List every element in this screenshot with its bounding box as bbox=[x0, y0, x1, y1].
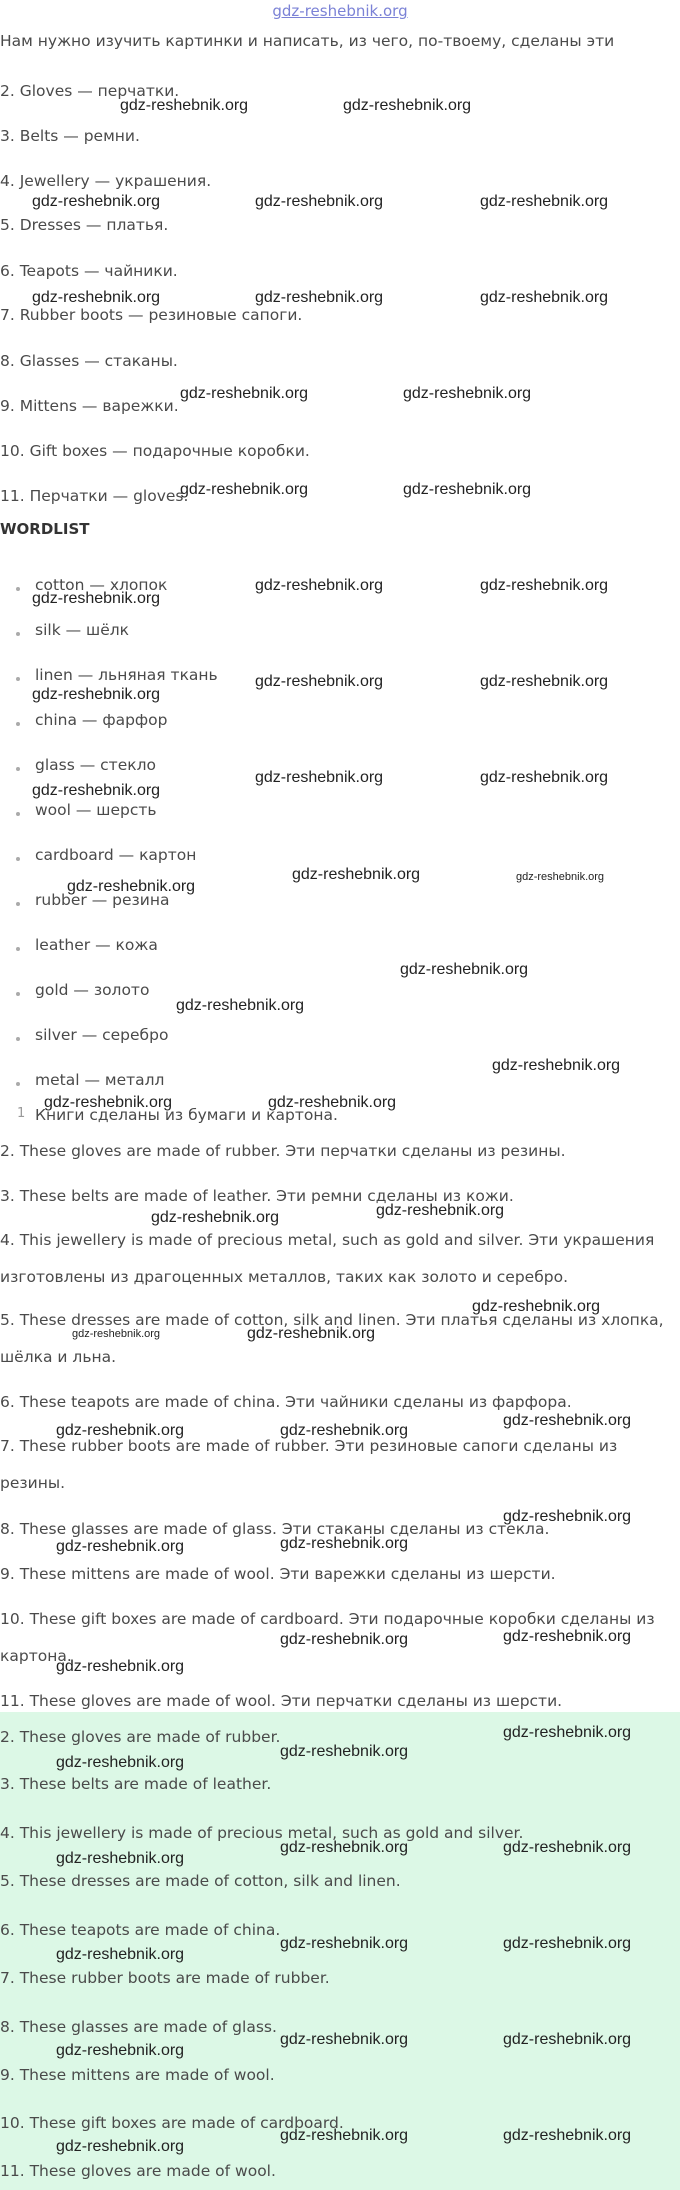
watermark: gdz-reshebnik.org bbox=[72, 1328, 161, 1340]
watermark: gdz-reshebnik.org bbox=[403, 385, 532, 402]
watermark: gdz-reshebnik.org bbox=[472, 1298, 601, 1315]
wordlist-item: metal — металл bbox=[35, 1071, 165, 1089]
list-bullet bbox=[16, 632, 20, 636]
task-item: 10. Gift boxes — подарочные коробки. bbox=[0, 442, 310, 460]
watermark: gdz-reshebnik.org bbox=[480, 193, 609, 210]
answer-item: 2. These gloves are made of rubber. Эти перчатки сделаны из резины. bbox=[0, 1142, 566, 1160]
task-item: 11. Перчатки — gloves. bbox=[0, 487, 189, 505]
watermark: gdz-reshebnik.org bbox=[56, 1850, 185, 1867]
watermark: gdz-reshebnik.org bbox=[56, 1658, 185, 1675]
watermark: gdz-reshebnik.org bbox=[400, 961, 529, 978]
watermark: gdz-reshebnik.org bbox=[480, 769, 609, 786]
watermark: gdz-reshebnik.org bbox=[280, 2127, 409, 2144]
task-item: 5. Dresses — платья. bbox=[0, 216, 169, 234]
summary-item: 8. These glasses are made of glass. bbox=[0, 2018, 277, 2036]
summary-item: 3. These belts are made of leather. bbox=[0, 1775, 272, 1793]
watermark: gdz-reshebnik.org bbox=[44, 1094, 173, 1111]
watermark: gdz-reshebnik.org bbox=[280, 1935, 409, 1952]
task-item: 3. Belts — ремни. bbox=[0, 127, 140, 145]
watermark: gdz-reshebnik.org bbox=[56, 2138, 185, 2155]
wordlist-item: cardboard — картон bbox=[35, 846, 197, 864]
watermark: gdz-reshebnik.org bbox=[376, 1202, 505, 1219]
watermark: gdz-reshebnik.org bbox=[480, 289, 609, 306]
list-bullet bbox=[16, 767, 20, 771]
list-number: 1 bbox=[17, 1106, 26, 1121]
watermark: gdz-reshebnik.org bbox=[255, 577, 384, 594]
list-bullet bbox=[16, 1082, 20, 1086]
summary-item: 5. These dresses are made of cotton, silk and linen. bbox=[0, 1872, 401, 1890]
task-item: 6. Teapots — чайники. bbox=[0, 262, 178, 280]
watermark: gdz-reshebnik.org bbox=[492, 1057, 621, 1074]
list-bullet bbox=[16, 947, 20, 951]
watermark: gdz-reshebnik.org bbox=[56, 1946, 185, 1963]
watermark: gdz-reshebnik.org bbox=[503, 1412, 632, 1429]
list-bullet bbox=[16, 677, 20, 681]
watermark: gdz-reshebnik.org bbox=[255, 193, 384, 210]
wordlist-item: silk — шёлк bbox=[35, 621, 130, 639]
watermark: gdz-reshebnik.org bbox=[180, 385, 309, 402]
task-item: 4. Jewellery — украшения. bbox=[0, 172, 212, 190]
watermark: gdz-reshebnik.org bbox=[56, 1538, 185, 1555]
watermark: gdz-reshebnik.org bbox=[32, 590, 161, 607]
watermark: gdz-reshebnik.org bbox=[32, 782, 161, 799]
watermark: gdz-reshebnik.org bbox=[343, 97, 472, 114]
watermark: gdz-reshebnik.org bbox=[56, 1754, 185, 1771]
watermark: gdz-reshebnik.org bbox=[255, 673, 384, 690]
watermark: gdz-reshebnik.org bbox=[403, 481, 532, 498]
answer-item: 7. These rubber boots are made of rubber. Эти резиновые сапоги сделаны из резины. bbox=[0, 1437, 618, 1492]
watermark: gdz-reshebnik.org bbox=[280, 1839, 409, 1856]
wordlist-item: silver — серебро bbox=[35, 1026, 169, 1044]
watermark: gdz-reshebnik.org bbox=[480, 577, 609, 594]
watermark: gdz-reshebnik.org bbox=[503, 1724, 632, 1741]
task-item: 7. Rubber boots — резиновые сапоги. bbox=[0, 306, 303, 324]
answer-item: 8. These glasses are made of glass. Эти стаканы сделаны из стекла. bbox=[0, 1520, 550, 1538]
watermark: gdz-reshebnik.org bbox=[503, 1935, 632, 1952]
summary-item: 4. This jewellery is made of precious metal, such as gold and silver. bbox=[0, 1824, 524, 1842]
wordlist-item: cotton — хлопок bbox=[35, 576, 168, 594]
watermark: gdz-reshebnik.org bbox=[480, 673, 609, 690]
watermark: gdz-reshebnik.org bbox=[56, 2042, 185, 2059]
wordlist-item: glass — стекло bbox=[35, 756, 156, 774]
watermark: gdz-reshebnik.org bbox=[292, 866, 421, 883]
watermark: gdz-reshebnik.org bbox=[32, 289, 161, 306]
list-bullet bbox=[16, 722, 20, 726]
answer-item: 10. These gift boxes are made of cardboard. Эти подарочные коробки сделаны из картона. bbox=[0, 1610, 655, 1665]
watermark: gdz-reshebnik.org bbox=[120, 97, 249, 114]
watermark: gdz-reshebnik.org bbox=[255, 289, 384, 306]
watermark: gdz-reshebnik.org bbox=[280, 1422, 409, 1439]
summary-item: 11. These gloves are made of wool. bbox=[0, 2162, 276, 2180]
summary-item: 2. These gloves are made of rubber. bbox=[0, 1728, 281, 1746]
answer-item: 11. These gloves are made of wool. Эти перчатки сделаны из шерсти. bbox=[0, 1692, 563, 1710]
wordlist-item: linen — льняная ткань bbox=[35, 666, 218, 684]
summary-item: 9. These mittens are made of wool. bbox=[0, 2066, 275, 2084]
answer-item: 9. These mittens are made of wool. Эти варежки сделаны из шерсти. bbox=[0, 1565, 556, 1583]
watermark: gdz-reshebnik.org bbox=[268, 1094, 397, 1111]
wordlist-title: WORDLIST bbox=[0, 520, 90, 538]
task-intro: Нам нужно изучить картинки и написать, из чего, по-твоему, сделаны эти bbox=[0, 32, 615, 50]
list-bullet bbox=[16, 857, 20, 861]
watermark: gdz-reshebnik.org bbox=[255, 769, 384, 786]
wordlist-item: leather — кожа bbox=[35, 936, 158, 954]
wordlist-item: wool — шерсть bbox=[35, 801, 157, 819]
list-bullet bbox=[16, 587, 20, 591]
summary-item: 7. These rubber boots are made of rubber. bbox=[0, 1969, 330, 1987]
watermark: gdz-reshebnik.org bbox=[516, 871, 605, 883]
watermark: gdz-reshebnik.org bbox=[67, 878, 196, 895]
task-item: 9. Mittens — варежки. bbox=[0, 397, 179, 415]
summary-item: 6. These teapots are made of china. bbox=[0, 1921, 281, 1939]
list-bullet bbox=[16, 992, 20, 996]
answer-item: 3. These belts are made of leather. Эти ремни сделаны из кожи. bbox=[0, 1187, 514, 1205]
site-link[interactable]: gdz-reshebnik.org bbox=[272, 2, 408, 20]
watermark: gdz-reshebnik.org bbox=[247, 1325, 376, 1342]
watermark: gdz-reshebnik.org bbox=[180, 481, 309, 498]
answer-item: 6. These teapots are made of china. Эти чайники сделаны из фарфора. bbox=[0, 1393, 572, 1411]
watermark: gdz-reshebnik.org bbox=[151, 1209, 280, 1226]
watermark: gdz-reshebnik.org bbox=[280, 1743, 409, 1760]
watermark: gdz-reshebnik.org bbox=[503, 1628, 632, 1645]
list-bullet bbox=[16, 1037, 20, 1041]
watermark: gdz-reshebnik.org bbox=[280, 1631, 409, 1648]
answer-item: 5. These dresses are made of cotton, silk and linen. Эти платья сделаны из хлопка, шёлка и льна. bbox=[0, 1311, 664, 1366]
answer-item: Книги сделаны из бумаги и картона. bbox=[35, 1106, 338, 1124]
watermark: gdz-reshebnik.org bbox=[280, 2031, 409, 2048]
wordlist-item: china — фарфор bbox=[35, 711, 168, 729]
watermark: gdz-reshebnik.org bbox=[503, 2031, 632, 2048]
watermark: gdz-reshebnik.org bbox=[503, 1839, 632, 1856]
list-bullet bbox=[16, 902, 20, 906]
watermark: gdz-reshebnik.org bbox=[280, 1535, 409, 1552]
watermark: gdz-reshebnik.org bbox=[176, 997, 305, 1014]
watermark: gdz-reshebnik.org bbox=[503, 1508, 632, 1525]
wordlist-item: rubber — резина bbox=[35, 891, 170, 909]
answer-item: 4. This jewellery is made of precious metal, such as gold and silver. Эти украшения изготовлены из драгоценных металлов, таких как золото и серебро. bbox=[0, 1231, 655, 1286]
watermark: gdz-reshebnik.org bbox=[503, 2127, 632, 2144]
list-bullet bbox=[16, 812, 20, 816]
task-item: 2. Gloves — перчатки. bbox=[0, 82, 180, 100]
watermark: gdz-reshebnik.org bbox=[32, 193, 161, 210]
task-item: 8. Glasses — стаканы. bbox=[0, 352, 178, 370]
summary-item: 10. These gift boxes are made of cardboard. bbox=[0, 2114, 344, 2132]
watermark: gdz-reshebnik.org bbox=[56, 1422, 185, 1439]
watermark: gdz-reshebnik.org bbox=[32, 686, 161, 703]
wordlist-item: gold — золото bbox=[35, 981, 150, 999]
